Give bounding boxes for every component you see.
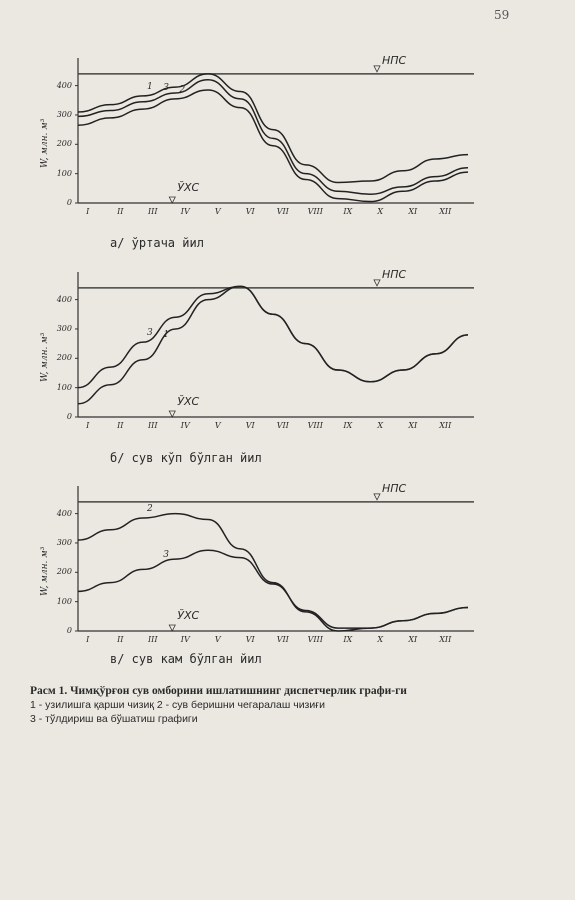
x-tick-label: IV: [180, 421, 190, 430]
x-tick-label: X: [377, 207, 384, 216]
nas-label: НПС: [382, 53, 407, 67]
y-tick-label: 300: [56, 109, 72, 119]
x-tick-label: XI: [408, 421, 418, 430]
uhs-marker-triangle: [169, 411, 175, 417]
x-tick-label: IX: [343, 421, 353, 430]
y-axis-label: W, млн. м³: [40, 332, 50, 382]
y-tick-label: 200: [56, 567, 72, 577]
x-tick-label: I: [86, 635, 90, 644]
x-tick-label: V: [214, 421, 221, 430]
uhs-marker-triangle: [169, 197, 175, 203]
nas-marker-triangle: [374, 280, 380, 286]
y-tick-label: 400: [56, 508, 72, 518]
figure-caption: [30, 684, 510, 726]
nas-label: НПС: [382, 267, 407, 281]
x-tick-label: IV: [180, 207, 190, 216]
figure-caption-title: Расм 1. Чимқўрғон сув омборини ишлатишнинг диспетчерлик графи-ги: [30, 685, 407, 697]
nas-label: НПС: [382, 481, 407, 495]
x-tick-label: VIII: [307, 635, 323, 644]
y-tick-label: 300: [56, 323, 72, 333]
x-tick-label: III: [148, 421, 158, 430]
curve-label: 2: [179, 84, 186, 95]
x-tick-label: IX: [343, 635, 353, 644]
x-tick-label: II: [117, 207, 124, 216]
x-tick-label: V: [214, 207, 221, 216]
series-line-1: [78, 286, 468, 403]
x-tick-label: XI: [408, 207, 418, 216]
uhs-label: ЎХС: [177, 181, 200, 194]
x-tick-label: XII: [439, 635, 452, 644]
y-tick-label: 0: [66, 412, 72, 421]
series-line-3: [78, 550, 468, 628]
chart-svg: [40, 476, 490, 681]
x-tick-label: I: [86, 207, 90, 216]
figure-caption-legend-line: 1 - узилишга қарши чизиқ 2 - сув беришни чегаралаш чизиғи: [30, 699, 325, 711]
series-line-3: [78, 286, 468, 387]
x-tick-label: VIII: [307, 207, 323, 216]
chart-svg: [40, 262, 490, 467]
x-tick-label: VI: [245, 207, 255, 216]
chart-panel-dry-year: [40, 476, 490, 681]
y-tick-label: 0: [66, 198, 72, 207]
figure-caption-legend-line: 3 - тўлдириш ва бўшатиш графиги: [30, 713, 198, 725]
chart-caption-average-year: а/ ўртача йил: [110, 236, 204, 250]
curve-label: 1: [163, 330, 169, 341]
y-tick-label: 400: [56, 80, 72, 90]
x-tick-label: VII: [276, 421, 289, 430]
y-tick-label: 100: [56, 382, 72, 392]
chart-panel-wet-year: [40, 262, 490, 467]
x-tick-label: XII: [439, 421, 452, 430]
curve-label: 3: [163, 83, 169, 94]
x-tick-label: III: [148, 207, 158, 216]
x-tick-label: IX: [343, 207, 353, 216]
x-tick-label: X: [377, 635, 384, 644]
x-tick-label: II: [117, 635, 124, 644]
series-line-1: [78, 74, 468, 183]
x-tick-label: VI: [245, 421, 255, 430]
x-tick-label: XII: [439, 207, 452, 216]
page-number: 59: [494, 8, 510, 22]
x-tick-label: X: [377, 421, 384, 430]
y-tick-label: 200: [56, 139, 72, 149]
series-line-2: [78, 90, 468, 202]
chart-svg: [40, 48, 490, 253]
chart-caption-dry-year: в/ сув кам бўлган йил: [110, 652, 262, 666]
x-tick-label: V: [214, 635, 221, 644]
chart-panel-average-year: [40, 48, 490, 253]
chart-caption-wet-year: б/ сув кўп бўлган йил: [110, 451, 262, 465]
y-axis-label: W, млн. м³: [40, 546, 50, 596]
uhs-label: ЎХС: [177, 395, 200, 408]
x-tick-label: VIII: [307, 421, 323, 430]
uhs-label: ЎХС: [177, 609, 200, 622]
curve-label: 3: [147, 328, 153, 339]
y-tick-label: 0: [66, 626, 72, 635]
x-tick-label: VII: [276, 207, 289, 216]
x-tick-label: I: [86, 421, 90, 430]
y-tick-label: 100: [56, 596, 72, 606]
x-tick-label: IV: [180, 635, 190, 644]
curve-label: 1: [147, 81, 153, 92]
y-tick-label: 100: [56, 168, 72, 178]
curve-label: 3: [163, 550, 169, 561]
curve-label: 2: [147, 504, 153, 514]
nas-marker-triangle: [374, 494, 380, 500]
nas-marker-triangle: [374, 66, 380, 72]
x-tick-label: VII: [276, 635, 289, 644]
y-tick-label: 400: [56, 294, 72, 304]
y-axis-label: W, млн. м³: [40, 118, 50, 168]
y-tick-label: 200: [56, 353, 72, 363]
x-tick-label: III: [148, 635, 158, 644]
y-tick-label: 300: [56, 537, 72, 547]
series-line-2: [78, 514, 468, 631]
uhs-marker-triangle: [169, 625, 175, 631]
x-tick-label: XI: [408, 635, 418, 644]
x-tick-label: II: [117, 421, 124, 430]
x-tick-label: VI: [245, 635, 255, 644]
